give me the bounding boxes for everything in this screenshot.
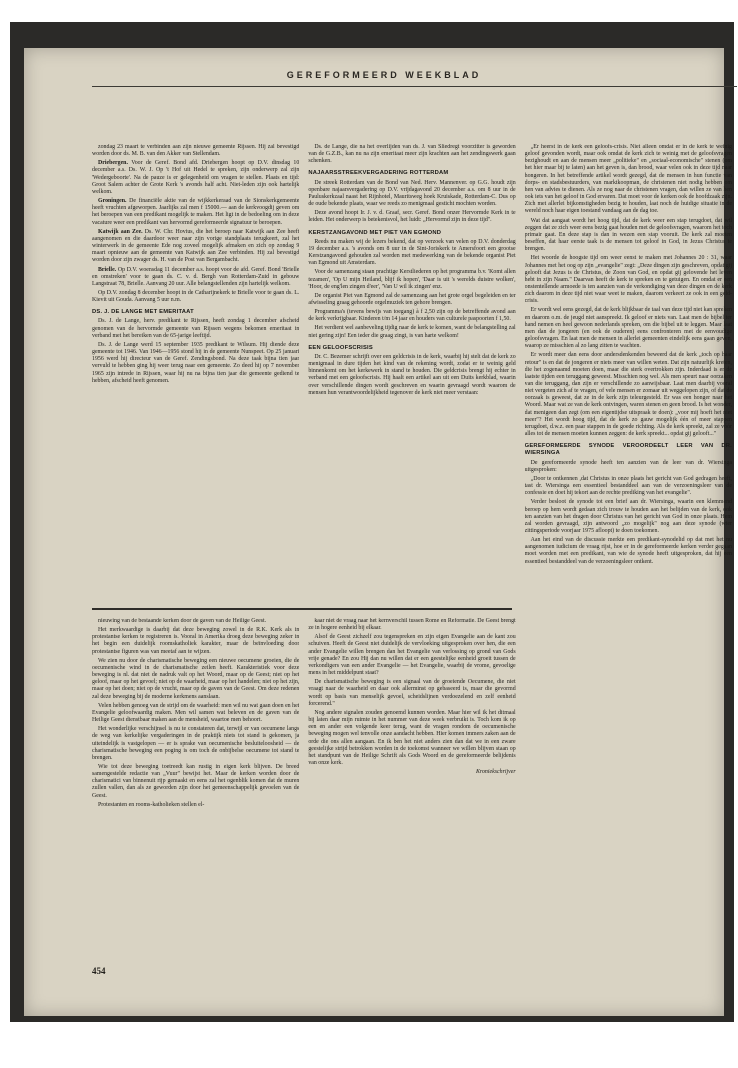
paragraph: Voor de samenzang staan prachtige Kerstliederen op het programma b.v. 'Komt allen tezamen', 'Op U mijn Heiland, blijf ik hopen', 'Daar is uit 's werelds duistre wolken', 'Hoor, de eng'len zingen d'eer', 'Van U wil ik zingen' enz. xyxy=(308,269,516,290)
paragraph: De organist Piet van Egmond zal de samenzang aan het grote orgel begeleiden en ter afwisseling graag gehoorde orgelmuziek ten gehore brengen. xyxy=(308,292,516,306)
paragraph: „Door te ontkennen ,dat Christus in onze plaats het gericht van God gedragen heeft, tast dr. Wiersinga een essentieel bestanddeel aan van de verzoeningsleer van de confessie en doet hij tekort aan de rechte prediking van het evangelie". xyxy=(524,475,732,497)
news-item xyxy=(92,267,299,288)
section-divider xyxy=(92,608,512,610)
news-item xyxy=(92,160,299,196)
paragraph: We zien nu door de charismatische beweging een nieuwe oecumene groeien, die de oecumenische wind in de charismatische zeilen heeft. Karakteristiek voor deze beweging is nl. dat niet de nadruk valt op het Woord, maar op de Geest; niet op het geloof, maar op het gevoel; niet op de waarheid, maar op het handelen; niet op het zijn, maar op het doen; niet op de vrucht, maar op de gaven van de Geest. Om deze redenen zal deze beweging bij de moderne kerkmens aanslaan. xyxy=(92,657,300,700)
header-rule xyxy=(92,86,737,87)
paragraph: Wat dat aangaat wordt het hoog tijd, dat de kerk weer een stap terugdoet, dat wil zeggen dat ze zich weer eens bezig gaat houden met de geloofsvragen, waarom het toch primair gaat. En deze stap is dan in wezen een stap vooruit. De kerk zal moeten beseffen, dat haar eerste taak is de mensen tot geloof in God, in Jezus Christus te brengen. xyxy=(524,217,732,253)
paragraph: De streek Rotterdam van de Bond van Ned. Herv. Mannenver. op G.G. houdt zijn openbare najaarsvergadering op D.V. vrijdagavond 20 december a.s. om 8 uur in de Pauluskerkzaal naast het Rijnhotel, Mauritsweg hoek Kruiskade, Rotterdam-C. Dus op de oude bekende plaats, waar we reeds zo menigmaal gesticht mochten worden. xyxy=(308,179,516,208)
place-lead: Brielle. xyxy=(98,266,117,273)
paragraph: Wie tot deze beweging toetreedt kan rustig in eigen kerk blijven. De breed samengestelde redactie van „Vuur" bewijst het. Maar de kerken worden door de charismatici van binnenuit rijp gemaakt en eens zal het ogenblik komen dat de muren zullen vallen, dan als ze geworden zijn door het gemeenschappelijk gevoelen van de Geest. xyxy=(92,763,300,799)
paragraph: Het woorde de hoogste tijd om weer eenst te maken met Johannes 20 : 31, waar Johannes met het oog op zijn „evangelie" zegt: „Deze dingen zijn geschreven, opdat gij gelooft dat Jezus is de Christus, de Zoon van God, en opdat gij gelovende het leven hebt in zijn Naam." Daarvan heeft de kerk te spreken en te getuigen. En omdat er een onstentellende armoede is ten aanzien van de verkondiging van deze dingen en de kerk zich daarom in deze tijd niet waar weet te maken, daarom verkeert ze ook in een geld-crisis. xyxy=(524,255,732,305)
paragraph: Aan het eind van de discussie merkte een predikant-synodelid op dat met het nu aangenomen iudicium de vraag rijst, hoe er in de gereformeerde kerken verder gegaan moet worden met een predikant, van wie de synode heeft uitgesproken, dat hij een essentieel bestanddeel van de verzoeningsleer ontkent. xyxy=(524,537,732,565)
place-lead: Groningen. xyxy=(98,198,127,205)
bottom-column-3-continuation xyxy=(525,618,732,948)
paragraph: Programma's (tevens bewijs van toegang) à f 2,50 zijn op de betreffende avond aan de kerk verkrijgbaar. Kinderen t/m 14 jaar en houders van culturele paspoorten f 1,50. xyxy=(308,309,516,323)
paragraph: Ds. J. de Lange werd 15 september 1935 predikant te Wilsum. Hij diende deze gemeente tot 1946. Van 1946—1956 stond hij in de gemeente Nunspeet. Op 25 januari 1956 werd hij directeur van de Geref. Zendingsbond. Na deze taak bijna tien jaar vervuld te hebben ging hij weer terug naar een gemeente. Zo deed hij op 7 november 1965 zijn intrede in Rijssen, waar hij nu na bijna tien jaar die gemeente gediend te hebben, afscheid heeft genomen. xyxy=(92,341,300,384)
news-text: De financiële aktie van de wijkkerkeraad van de Sionskerkgemeente heeft vruchten afgeworpen. Jaarlijks zal men f 15000.— aan de kerkvoogdij geven om het beroepen van een predikant mogelijk te maken. Het ligt in de bedoeling om in deze vacature weer een predikant van hervormd gereformeerde signatuur te beroepen. xyxy=(92,198,300,226)
paragraph: Het merkwaardige is daarbij dat deze beweging zowel in de R.K. Kerk als in protestantse kerken te registreren is. Vooral in Amerika droeg deze beweging zeker in het begin een duidelijk roomskatholiek karakter, maar de beïnvloeding door protestantse figuren was van meetaf aan te wijzen. xyxy=(92,627,300,655)
page-number: 454 xyxy=(92,966,106,976)
news-item xyxy=(92,198,299,227)
top-columns xyxy=(92,144,732,604)
paragraph: Alsof de Geest zichzelf zou tegenspreken en zijn eigen Evangelie aan de kant zou schuiven. Heeft de Geest niet duidelijk de vervloeking uitgesproken over hen, die een ander Evangelie willen brengen dan het Evangelie van verlossing op grond van Gods vrije genade? En zou Hij dan nu willen dat er een geestelijke eenheid groeit tussen de verkondigers van een ander Evangelie — het Evangelie, waarbij de vrome, gevoelige mens in het middelpunt staat? xyxy=(308,634,516,677)
section-heading: NAJAARSSTREEKVERGADERING ROTTERDAM xyxy=(308,170,449,177)
paragraph: Het wonderlijke verschijnsel is nu te constateren dat, terwijl er van oecumene langs de weg van kerkelijke vergaderingen in de praktijk niets tot stand is gekomen, ja uiteindelijk is vastgelopen — er is sprake van oecumenische besluiteloosheid — de charismatische beweging een poging is om toch de onbijbelse oecumene tot stand te brengen. xyxy=(92,726,300,761)
paragraph: De charismatische beweging is een signaal van de groeiende Oecumene, die niet vraagt naar de waarheid en daar ook allerminst op gebaseerd is, maar die gevormd wordt op basis van menselijk gevoel, scheidslijnen verdoezelend en zelf eenheid forcerend." xyxy=(308,679,516,707)
paragraph: „Er heerst in de kerk een geloofs-crisis. Niet alleen omdat er in de kerk te weinig geloof gevonden wordt, maar ook omdat de kerk zich te weinig met de geloofsvragen bezighoudt en aan de mensen meer „politieke" en „sociaal-economische" stenen (om het hier maar bij te laten) aan het geven is, dan brood, waar velen ook in deze tijd naar hongeren. In het betreffende artikel wordt gezegd, dat de mensen in hun functie van dorps- en stadsbestuurders, van marktkoopman, de christenen niet nodig hebben om hen van advies te dienen. Als ze nog naar de christenen vragen, dan willen ze van hen ook iets van het geloof in God ervaren. Dat moet voor de kerken ook de hoofdzaak zijn. Zich met allerlei bijkomstigheden bezig te houden, laat noch de huidige situatie in de wereld noch haar eigen toestand vandaag aan de dag toe. xyxy=(524,144,732,215)
news-text: Op D.V. woensdag 11 december a.s. hoopt voor de afd. Geref. Bond 'Brielle en omstreken' voor te gaan ds. C. v. d. Bergh van Rotterdam-Zuid in gebouw Langstraat 78, Brielle. Aanvang 20 uur. Alle belangstellenden zijn hartelijk welkom. xyxy=(92,266,300,287)
paragraph: Op D.V. zondag 8 december hoopt in de Catharijnekerk te Brielle voor te gaan ds. L. Kievit uit Gouda. Aanvang 5 uur n.m. xyxy=(92,289,300,304)
section-heading: KERSTZANGAVOND MET PIET VAN EGMOND xyxy=(308,229,442,236)
paragraph: nieuwing van de bestaande kerken door de gaven van de Heilige Geest. xyxy=(98,618,267,624)
place-lead: Katwijk aan Zee. xyxy=(98,228,143,235)
place-lead: Driebergen. xyxy=(98,160,128,167)
bottom-columns xyxy=(92,618,732,948)
paragraph: Dr. C. Bezemer schrijft over een geldcrisis in de kerk, waarbij hij stelt dat de kerk zo menigmaal in dure tijden het kind van de rekening wordt, zodat er te weinig geld binnenkomt om het kerkewerk in stand te houden. Die geldcrisis brengt hij echter in verband met een geloofscrisis. Hij haalt een artikel aan uit een Duits kerkblad, waarin over verschillende dingen wordt geschreven en waarin gevraagd wordt waarom de mensen hun verantwoordelijkheid tegenover de kerk niet meer verstaan: xyxy=(308,353,516,396)
paragraph: Nog andere signalen zouden genoemd kunnen worden. Maar hier wil ik het ditmaal bij laten daar mijn ruimte in het nummer van deze week verbruikt is. Toch kom ik op een en ander een volgende keer terug, want de vragen rondom de oecumenische beweging mogen wel tenvolle onze aandacht hebben. Hier komen immers zaken aan de orde die ons allen aangaan. En ik ben het niet anders zien dan dat we in een zware geestelijke strijd betrokken worden in de toekomst wanneer we willen blijven staan op het standpunt van de Heilige Schrift als Gods Woord en de gereformeerde belijdenis van onze kerk. xyxy=(308,709,516,766)
paragraph: Reeds nu maken wij de lezers bekend, dat op verzoek van velen op D.V. donderdag 19 december a.s. 's avonds om 8 uur in de Sint-Joriskerk te Amersfoort een grootse Kerstzangavond gehouden zal worden met medewerking van de bekende organist Piet van Egmond uit Amsterdam. xyxy=(308,238,516,267)
paragraph: kaar niet de vraag naar het kernverschil tussen Rome en Reformatie. De Geest brengt ze in hogere eenheid bij elkaar. xyxy=(308,618,516,632)
news-item xyxy=(92,229,299,265)
paragraph: Ds. J. de Lange, herv. predikant te Rijssen, heeft zondag 1 december afscheid genomen van de hervormde gemeente van Rijssen wegens bekomen emeritaat in verband met het bereiken van de 65-jarige leeftijd. xyxy=(92,318,300,339)
section-heading: DS. J. DE LANGE MET EMERITAAT xyxy=(92,309,194,316)
paragraph: Protestanten en rooms-katholieken stellen el- xyxy=(98,801,205,808)
paragraph: Het verdient wel aanbeveling tijdig naar de kerk te komen, want de belangstelling zal niet gering zijn! Een ieder die graag zingt, is van harte welkom! xyxy=(308,325,516,339)
paragraph: zondag 23 maart te verbinden aan zijn nieuwe gemeente Rijssen. Hij zal bevestigd worden door ds. M. B. van den Akker van Stellendam. xyxy=(92,144,300,158)
section-heading: EEN GELOOFSCRISIS xyxy=(308,344,373,351)
author-signature: Kroniekschrijver xyxy=(475,769,516,776)
bottom-column-2 xyxy=(308,618,515,948)
paragraph: Verder besloot de synode tot een brief aan dr. Wiersinga, waarin een klemmend beroep op hem wordt gedaan zich trouw te houden aan het belijden van de kerk, ook ten aanzien van het dragen door Christus van het gericht van God in onze plaats. Hem zal worden gevraagd, zijn antwoord „zo mogelijk" nog aan deze synode (wier zittingsperiode voorjaar 1975 afloopt) te doen toekomen. xyxy=(524,499,732,534)
paragraph: Velen hebben genoeg van de strijd om de waarheid: men wil nu wat gaan doen en het Evangelie geloofwaardig maken. Men wil samen wat beleven en de gaven van de Heilige Geest dienstbaar maken aan de mensheid, waartoe men behoort. xyxy=(92,702,300,724)
bottom-column-1 xyxy=(92,618,299,948)
section-heading: GEREFORMEERDE SYNODE VEROORDEELT LEER VAN DR. WIERSINGA xyxy=(524,443,732,457)
paragraph: De gereformeerde synode heeft ten aanzien van de leer van dr. Wiersinga uitgesproken: xyxy=(524,459,732,473)
news-text: Voor de Geref. Bond afd. Driebergen hoopt op D.V. dinsdag 10 december a.s. Ds. W. J. Op 't Hof uit Hedel te spreken, zijn onderwerp zal zijn 'Wedergeboorte'. Na de pauze is er gelegenheid om vragen te stellen. Plaats en tijd: Groot Salem achter de Grote Kerk 's avonds half acht. Niet-leden zijn ook hartelijk welkom. xyxy=(92,160,300,195)
top-column-3 xyxy=(525,144,732,604)
paragraph: Deze avond hoopt Ir. J. v. d. Graaf, secr. Geref. Bond onzer Hervormde Kerk in te leiden. Het onderwerp is betekenisvol, het luidt: „Hervormd zijn in deze tijd". xyxy=(308,210,516,224)
top-column-1 xyxy=(92,144,299,604)
paragraph: Er wordt wel eens gezegd, dat de kerk blijkbaar de taal van deze tijd niet kan spreken en daarom o.m. de jeugd niet aanspreekt. Ik geloof er niets van. Laat men de bijbel ter hand nemen en heel gewoon nederlands spreken, om die bijbel uit te leggen. Maar laat men dan de jongeren (en ook de ouderen) eens confronteren met de eenvoudige geloofsvragen. En laat men de mensen in allerlei gemeenten eindelijk eens gaan geven, waarop ze misschien al zo lang zitten te wachten. xyxy=(524,307,732,350)
top-column-2 xyxy=(308,144,515,604)
paragraph: Er wordt meer dan eens door andersdenkenden beweerd dat de kerk „toch op haar retour" is en dat de jongeren er niets meer van willen weten. Dat zijn natuurlijk kreten, die het zogenaamd moeten doen, maar die sterk overtrokken zijn. Inderdaad is er de laatste tijden een teruggang geweest. Misschien nog wel. Als men speurt naar oorzaken van die teruggang, dan zijn er verschillende zo aanwijsbaar. Laat men daarbij vooral niet vergeten zich af te vragen, of vele mensen er zomaar uit weggelopen zijn, of dat de oorzaak is geweest, dat ze in de kerk zijn teleurgesteld. Er was een honger naar het Woord. Maar wat ze van de kerk ontvingen, waren stenen en geen brood. Is het wonder, dat menigeen dan zegt (om een eigentijdse uitspraak te doen): „voor mij hoeft het niet meer"? Het wordt hoog tijd, dat de kerk zo gauw mogelijk één of meer stappen terugdoet, d.w.z. een paar stappen in de goede richting. Als de kerk spreekt, zal ze vóór alles tot de mensen moeten kunnen zeggen: de kerk spreekt... opdat gij gelooft..." xyxy=(524,352,732,438)
news-text: Ds. W. Chr. Hovius, die het beroep naar Katwijk aan Zee heeft aangenomen en die daardoor weer naar zijn vorige standplaats terugkeert, zal het winterwerk in de gemeente Ede nog zoveel mogelijk afmaken en zich op zondag 9 maart opnieuw aan de gemeente van Katwijk aan Zee verbinden. Hij zal bevestigd worden door zijn zwager ds. H. van de Post van Bergambacht. xyxy=(92,228,300,264)
paragraph: Ds. de Lange, die na het overlijden van ds. J. van Sliedregt voorzitter is geworden van de G.Z.B., kan nu na zijn emeritaat meer zijn krachten aan het zendingswerk gaan schenken. xyxy=(308,144,516,165)
running-head: GEREFORMEERD WEEKBLAD xyxy=(286,70,482,80)
